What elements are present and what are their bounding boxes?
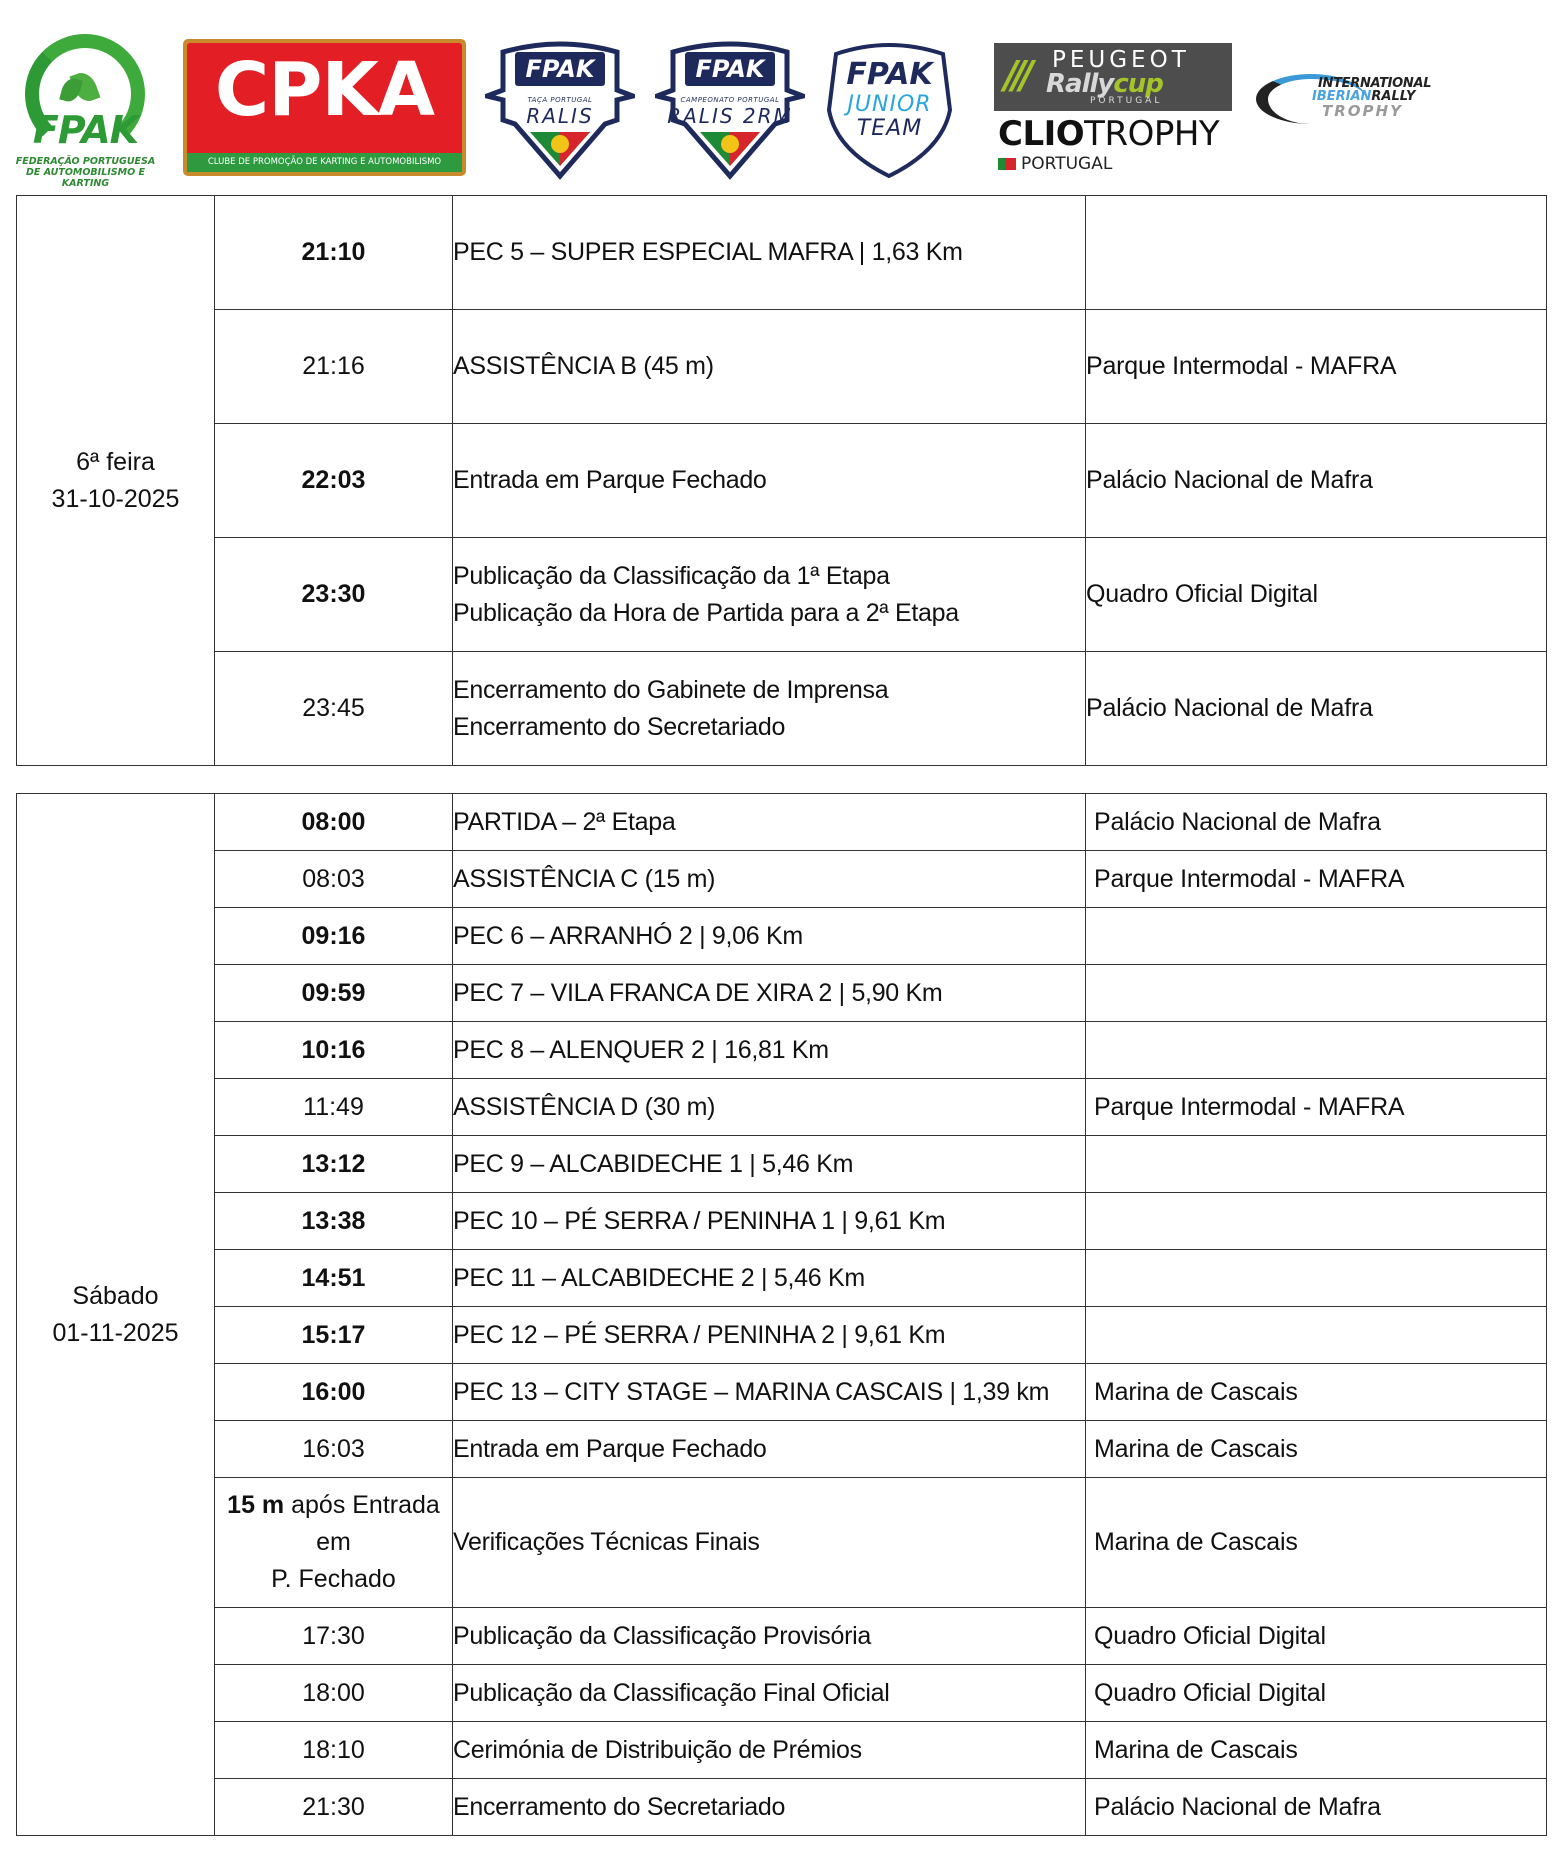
- table-row: [17, 794, 1547, 851]
- table-row: [17, 1665, 1547, 1722]
- day-date: 31-10-2025: [51, 484, 180, 513]
- peugeot-rally: Rally: [1046, 69, 1114, 99]
- description-cell: PEC 9 – ALCABIDECHE 1 | 5,46 Km: [453, 1136, 1086, 1193]
- time-cell: 21:10: [215, 196, 453, 310]
- table-row: [17, 1722, 1547, 1779]
- shield-brand: FPAK: [695, 55, 765, 83]
- day-cell: [17, 196, 215, 766]
- location-cell: [1086, 196, 1547, 310]
- location-cell: [1086, 1022, 1547, 1079]
- location-cell: [1086, 1250, 1547, 1307]
- time-cell: 21:30: [215, 1779, 453, 1836]
- shield-line2: TEAM: [856, 116, 923, 141]
- location-cell: Quadro Oficial Digital: [1086, 1608, 1547, 1665]
- location-cell: [1086, 908, 1547, 965]
- description-cell: [453, 652, 1086, 766]
- international-iberian-rally-trophy-logo: [1256, 70, 1496, 130]
- description-cell: ASSISTÊNCIA C (15 m): [453, 851, 1086, 908]
- location-cell: Quadro Oficial Digital: [1086, 1665, 1547, 1722]
- table-row: [17, 851, 1547, 908]
- location-cell: Marina de Cascais: [1086, 1722, 1547, 1779]
- portugal-flag-icon: [998, 158, 1016, 170]
- location-cell: [1086, 965, 1547, 1022]
- description-cell: [453, 538, 1086, 652]
- description-line: Publicação da Classificação da 1ª Etapa: [453, 561, 890, 590]
- time-cell: 15:17: [215, 1307, 453, 1364]
- location-cell: Marina de Cascais: [1086, 1421, 1547, 1478]
- time-cell: 16:03: [215, 1421, 453, 1478]
- campeonato-ralis-2rm-logo: [655, 40, 805, 180]
- clio-country: [998, 154, 1238, 174]
- iberian-word: IBERIAN: [1312, 89, 1372, 104]
- peugeot-line2: [1046, 69, 1163, 99]
- description-cell: PEC 8 – ALENQUER 2 | 16,81 Km: [453, 1022, 1086, 1079]
- description-cell: Publicação da Classificação Provisória: [453, 1608, 1086, 1665]
- day-date: 01-11-2025: [52, 1318, 179, 1347]
- time-cell: 13:12: [215, 1136, 453, 1193]
- table-row: [17, 1022, 1547, 1079]
- shield-brand: FPAK: [846, 57, 933, 92]
- table-row: [17, 1136, 1547, 1193]
- location-cell: Palácio Nacional de Mafra: [1086, 652, 1547, 766]
- day-cell: [17, 794, 215, 1836]
- time-cell: 22:03: [215, 424, 453, 538]
- time-offset: 15 m: [227, 1491, 285, 1519]
- clio-rest: TROPHY: [1084, 114, 1220, 154]
- time-cell: 18:00: [215, 1665, 453, 1722]
- location-cell: Palácio Nacional de Mafra: [1086, 424, 1547, 538]
- location-cell: Palácio Nacional de Mafra: [1086, 1779, 1547, 1836]
- iberian-line1: INTERNATIONAL: [1318, 76, 1432, 91]
- time-cell: 23:45: [215, 652, 453, 766]
- day-name: Sábado: [72, 1281, 159, 1310]
- description-cell: PEC 13 – CITY STAGE – MARINA CASCAIS | 1,39 km: [453, 1364, 1086, 1421]
- table-row: [17, 196, 1547, 310]
- time-cell: 13:38: [215, 1193, 453, 1250]
- fpak-junior-team-logo: [822, 40, 957, 180]
- location-cell: Parque Intermodal - MAFRA: [1086, 1079, 1547, 1136]
- peugeot-line1: PEUGEOT: [1052, 47, 1190, 73]
- slashes-icon: ///: [1004, 53, 1028, 97]
- cpka-wordmark: CPKA: [214, 47, 435, 133]
- description-cell: Publicação da Classificação Final Oficial: [453, 1665, 1086, 1722]
- description-line: Encerramento do Gabinete de Imprensa: [453, 675, 889, 704]
- table-row: [17, 1193, 1547, 1250]
- location-cell: Marina de Cascais: [1086, 1478, 1547, 1608]
- shield-brand: FPAK: [525, 55, 595, 83]
- time-cell: 08:00: [215, 794, 453, 851]
- description-line: Encerramento do Secretariado: [453, 712, 786, 741]
- iberian-line3: TROPHY: [1322, 102, 1403, 120]
- time-line: P. Fechado: [271, 1565, 396, 1593]
- location-cell: Quadro Oficial Digital: [1086, 538, 1547, 652]
- description-cell: PEC 12 – PÉ SERRA / PENINHA 2 | 9,61 Km: [453, 1307, 1086, 1364]
- time-cell: 18:10: [215, 1722, 453, 1779]
- table-row: [17, 908, 1547, 965]
- description-line: Entrada em Parque Fechado: [453, 466, 767, 494]
- shield-line1: JUNIOR: [847, 92, 932, 117]
- description-cell: [453, 424, 1086, 538]
- peugeot-cup: cup: [1113, 69, 1163, 99]
- schedule-table-day1: [16, 195, 1547, 766]
- time-cell: 21:16: [215, 310, 453, 424]
- description-cell: PEC 10 – PÉ SERRA / PENINHA 1 | 9,61 Km: [453, 1193, 1086, 1250]
- table-row: [17, 310, 1547, 424]
- description-cell: Entrada em Parque Fechado: [453, 1421, 1086, 1478]
- description-line: ASSISTÊNCIA B (45 m): [453, 352, 714, 380]
- cpka-subtitle: CLUBE DE PROMOÇÃO DE KARTING E AUTOMOBILISMO: [187, 153, 462, 172]
- time-cell: 10:16: [215, 1022, 453, 1079]
- location-cell: Parque Intermodal - MAFRA: [1086, 851, 1547, 908]
- clio-bold: CLIO: [998, 114, 1085, 154]
- fpak-subtitle-line1: FEDERAÇÃO PORTUGUESA: [15, 156, 156, 167]
- table-row: [17, 1608, 1547, 1665]
- location-cell: Parque Intermodal - MAFRA: [1086, 310, 1547, 424]
- description-cell: Verificações Técnicas Finais: [453, 1478, 1086, 1608]
- fpak-federation-logo: [8, 30, 163, 189]
- time-cell: 16:00: [215, 1364, 453, 1421]
- fpak-wordmark: FPAK: [32, 108, 139, 152]
- time-cell: 17:30: [215, 1608, 453, 1665]
- time-cell: 08:03: [215, 851, 453, 908]
- fpak-subtitle: [8, 156, 163, 189]
- table-row: [17, 1779, 1547, 1836]
- table-row: [17, 538, 1547, 652]
- table-row: [17, 1250, 1547, 1307]
- time-text: após Entrada: [284, 1491, 440, 1519]
- time-cell: 23:30: [215, 538, 453, 652]
- peugeot-line3: PORTUGAL: [1090, 96, 1163, 106]
- location-cell: Palácio Nacional de Mafra: [1086, 794, 1547, 851]
- location-cell: [1086, 1193, 1547, 1250]
- cpka-logo: [183, 39, 466, 176]
- description-cell: PEC 7 – VILA FRANCA DE XIRA 2 | 5,90 Km: [453, 965, 1086, 1022]
- clio-trophy-logo: [998, 116, 1238, 176]
- time-cell: 14:51: [215, 1250, 453, 1307]
- table-row: [17, 965, 1547, 1022]
- location-cell: Marina de Cascais: [1086, 1364, 1547, 1421]
- clio-wordmark: [998, 116, 1238, 152]
- description-cell: PEC 6 – ARRANHÓ 2 | 9,06 Km: [453, 908, 1086, 965]
- table-row: [17, 424, 1547, 538]
- shield-line2: RALIS: [526, 104, 594, 128]
- table-row: [17, 1478, 1547, 1608]
- clio-country-label: PORTUGAL: [1021, 154, 1113, 174]
- sponsor-logo-strip: [0, 0, 1555, 190]
- time-cell: [215, 1478, 453, 1608]
- shield-line1: CAMPEONATO PORTUGAL: [680, 96, 780, 104]
- description-cell: [453, 196, 1086, 310]
- description-cell: [453, 310, 1086, 424]
- description-cell: Cerimónia de Distribuição de Prémios: [453, 1722, 1086, 1779]
- peugeot-rally-cup-logo: [994, 43, 1232, 111]
- description-line: PEC 5 – SUPER ESPECIAL MAFRA | 1,63 Km: [453, 238, 963, 266]
- time-cell: 09:16: [215, 908, 453, 965]
- description-cell: PEC 11 – ALCABIDECHE 2 | 5,46 Km: [453, 1250, 1086, 1307]
- location-cell: [1086, 1136, 1547, 1193]
- description-line: Publicação da Hora de Partida para a 2ª Etapa: [453, 598, 959, 627]
- time-line: [215, 1487, 452, 1524]
- shield-line1: TAÇA PORTUGAL: [527, 96, 593, 104]
- day-name: 6ª feira: [76, 447, 155, 476]
- time-cell: 11:49: [215, 1079, 453, 1136]
- time-line: em: [316, 1528, 351, 1556]
- table-row: [17, 1079, 1547, 1136]
- schedule-table-day2: [16, 793, 1547, 1836]
- time-cell: 09:59: [215, 965, 453, 1022]
- description-cell: Encerramento do Secretariado: [453, 1779, 1086, 1836]
- fpak-subtitle-line2: DE AUTOMOBILISMO E KARTING: [26, 167, 145, 189]
- table-row: [17, 1364, 1547, 1421]
- location-cell: [1086, 1307, 1547, 1364]
- taca-portugal-ralis-logo: [485, 40, 635, 180]
- rally-word: RALLY: [1371, 89, 1416, 104]
- table-row: [17, 1307, 1547, 1364]
- description-cell: PARTIDA – 2ª Etapa: [453, 794, 1086, 851]
- shield-line2: RALIS 2RM: [667, 104, 793, 128]
- table-row: [17, 652, 1547, 766]
- table-row: [17, 1421, 1547, 1478]
- description-cell: ASSISTÊNCIA D (30 m): [453, 1079, 1086, 1136]
